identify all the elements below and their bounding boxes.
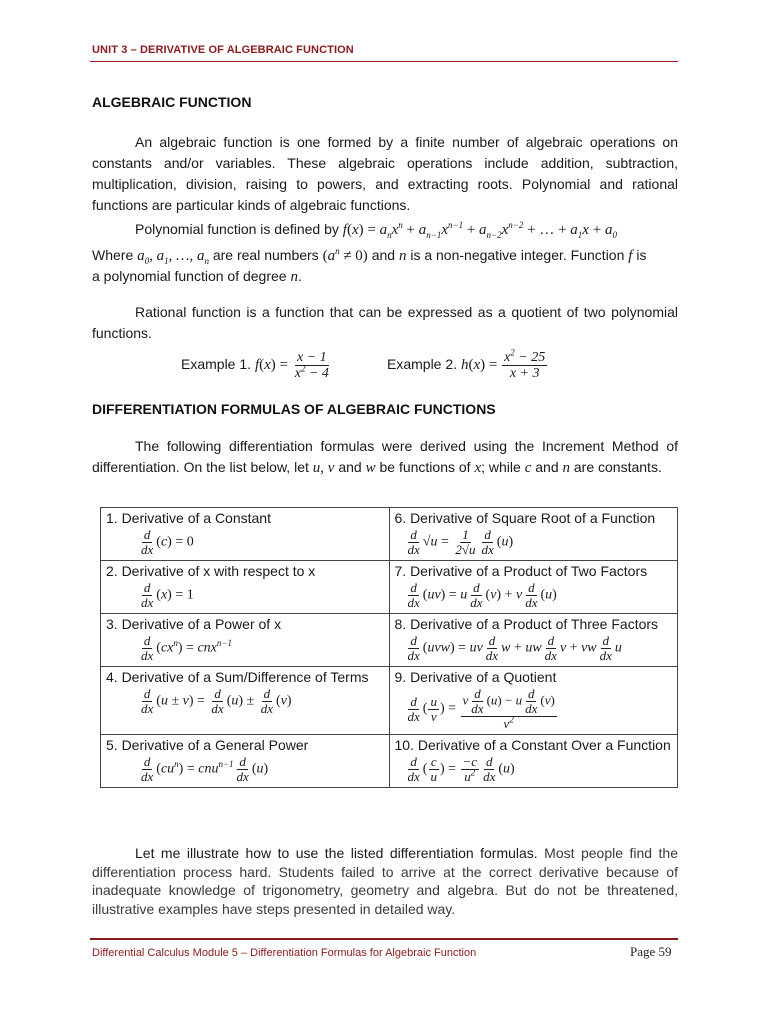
formula-x: $\frac{d}{dx}$ (x) = 1 (141, 580, 194, 610)
formula-cell-2 (101, 561, 390, 614)
w-symbol: w (365, 460, 376, 476)
formula-title: 4. Derivative of a Sum/Difference of Terms (106, 669, 369, 685)
where-tail3: is (636, 247, 647, 263)
formulas-table (100, 507, 678, 788)
nonzero-condition: $(a^n \ne 0)$ (322, 246, 368, 264)
closing-paragraph (92, 844, 678, 918)
formula-quotient: $\frac{d}{dx}$ ( $\frac{u}{v}$ ) = v $\frac{d}{dx}$ (u) − u $\frac{d}{dx}$ (v) $v^2$ (407, 686, 555, 731)
formula-power: $\frac{d}{dx}$ $(cx^n) = cnx^{n-1}$ (141, 633, 232, 663)
intro-part-b: and (338, 459, 362, 475)
table-row (101, 561, 678, 614)
formula-title: 9. Derivative of a Quotient (394, 669, 557, 685)
header-rule (90, 61, 678, 62)
rational-paragraph: Rational function is a function that can be expressed as a quotient of two polynomial functions. (92, 304, 678, 341)
formula-cell-6 (389, 508, 678, 561)
f-symbol: f (628, 248, 633, 264)
formula-product-three: $\frac{d}{dx}$ (uvw) = uv $\frac{d}{dx}$ w + uw $\frac{d}{dx}$ v + vw $\frac{d}{dx}$ u (407, 633, 622, 663)
footer-topic: Differentiation Formulas for Algebraic Function (250, 947, 477, 959)
formula-title: 6. Derivative of Square Root of a Function (394, 510, 656, 526)
intro-paragraph: An algebraic function is one formed by a finite number of algebraic operations on constants and/or variables. These algebraic operations include addition, subtraction, multiplication, division, raising to powers, and extracting roots. Polynomial and rational functions are particular kinds of algebraic functions. (92, 134, 678, 213)
section-heading-differentiation-formulas: DIFFERENTIATION FORMULAS OF ALGEBRAIC FUNCTIONS (92, 401, 496, 417)
formula-title: 8. Derivative of a Product of Three Factors (394, 616, 659, 632)
example-1-formula: f(x) = $\frac{x - 1}{x^2 - 4}$ (254, 350, 329, 381)
closing-sentence-2: Most people find the differentiation process hard. Students failed to arrive at the correct derivative because of inadequate knowledge of trigonometry, geometry and algebra. But do not be threatened, illustrative examples have steps presented in detailed way. (92, 845, 678, 917)
formula-title: 10. Derivative of a Constant Over a Function (394, 737, 671, 753)
formula-cell-1 (101, 508, 390, 561)
coefficients-math: $a_0$, $a_1$, …, $a_n$ (137, 248, 209, 266)
formula-cell-10 (389, 735, 678, 788)
intro-part-d: ; while (481, 459, 521, 475)
formula-constant-over-function: $\frac{d}{dx}$ ( $\frac{c}{u}$ ) = $\frac{-c}{u^2}$ $\frac{d}{dx}$ (u) (407, 754, 515, 784)
degree-text: a polynomial function of degree (92, 268, 287, 284)
where-lead: Where (92, 247, 134, 263)
formula-general-power: $\frac{d}{dx}$ $(cu^n) = cnu^{n-1}$ $\frac{d}{dx}$ (u) (141, 754, 269, 784)
formula-cell-4 (101, 667, 390, 735)
table-row (101, 667, 678, 735)
c-symbol: c (524, 460, 532, 476)
example-2-formula: h(x) = $\frac{x^2 - 25}{x + 3}$ (460, 347, 546, 381)
where-mid: are real numbers (212, 247, 319, 263)
formula-cell-9 (389, 667, 678, 735)
formulas-intro (92, 436, 678, 479)
footer-module-name: Differential Calculus Module 5 – (92, 947, 251, 959)
n-symbol: n (398, 248, 407, 264)
formula-square-root: $\frac{d}{dx}$ √u = $\frac{1}{2√u}$ $\frac{d}{dx}$ (u) (407, 527, 514, 557)
polynomial-definition (135, 219, 617, 241)
footer-module (92, 947, 476, 959)
formula-cell-8 (389, 614, 678, 667)
x-symbol: x (474, 460, 482, 476)
formula-sum-difference: $\frac{d}{dx}$ (u ± v) = $\frac{d}{dx}$ (u) ± $\frac{d}{dx}$ (v) (141, 686, 292, 716)
formula-title: 5. Derivative of a General Power (106, 737, 309, 753)
intro-part-e: and (535, 459, 559, 475)
formula-title: 7. Derivative of a Product of Two Factors (394, 563, 648, 579)
degree-line: a polynomial function of degree n. (92, 268, 302, 285)
page-number: Page 59 (630, 944, 672, 959)
formula-cell-3 (101, 614, 390, 667)
n-symbol-2: n (562, 460, 570, 476)
example-1 (181, 350, 332, 381)
example-2-label: Example 2. (387, 355, 458, 372)
section-heading-algebraic-function: ALGEBRAIC FUNCTION (92, 94, 252, 110)
degree-n: n (290, 269, 298, 285)
footer-rule (90, 938, 678, 940)
intro-part-a: The following differentiation formulas were derived using the Increment Method of differentiation. On the list below, let (92, 438, 678, 475)
intro-part-c: be functions of (379, 459, 471, 475)
formula-cell-7 (389, 561, 678, 614)
example-2 (387, 347, 548, 381)
formula-title: 2. Derivative of x with respect to x (106, 563, 316, 579)
intro-part-f: are constants. (573, 459, 662, 475)
formula-cell-5 (101, 735, 390, 788)
coefficients-line (92, 245, 646, 267)
table-row (101, 614, 678, 667)
formula-title: 3. Derivative of a Power of x (106, 616, 282, 632)
where-tail2: is a non-negative integer. Function (410, 247, 625, 263)
table-row (101, 735, 678, 788)
closing-sentence-1: Let me illustrate how to use the listed differentiation formulas. (135, 845, 538, 861)
polynomial-formula: $f(x) = a_nx^n + a_{n-1}x^{n-1} + a_{n-2}x^{n-2}$ + … + $a_1x + a_0$ (342, 220, 617, 240)
unit-header: UNIT 3 – DERIVATIVE OF ALGEBRAIC FUNCTION (92, 44, 354, 56)
table-row (101, 508, 678, 561)
example-1-label: Example 1. (181, 355, 252, 372)
formula-product-two: $\frac{d}{dx}$ (uv) = u $\frac{d}{dx}$ (v) + v $\frac{d}{dx}$ (u) (407, 580, 557, 610)
polynomial-lead: Polynomial function is defined by (135, 221, 339, 237)
formula-constant: $\frac{d}{dx}$ (c) = 0 (141, 527, 194, 557)
formula-title: 1. Derivative of a Constant (106, 510, 271, 526)
where-tail: and (371, 247, 396, 263)
uv-symbols: u, v (312, 460, 335, 476)
